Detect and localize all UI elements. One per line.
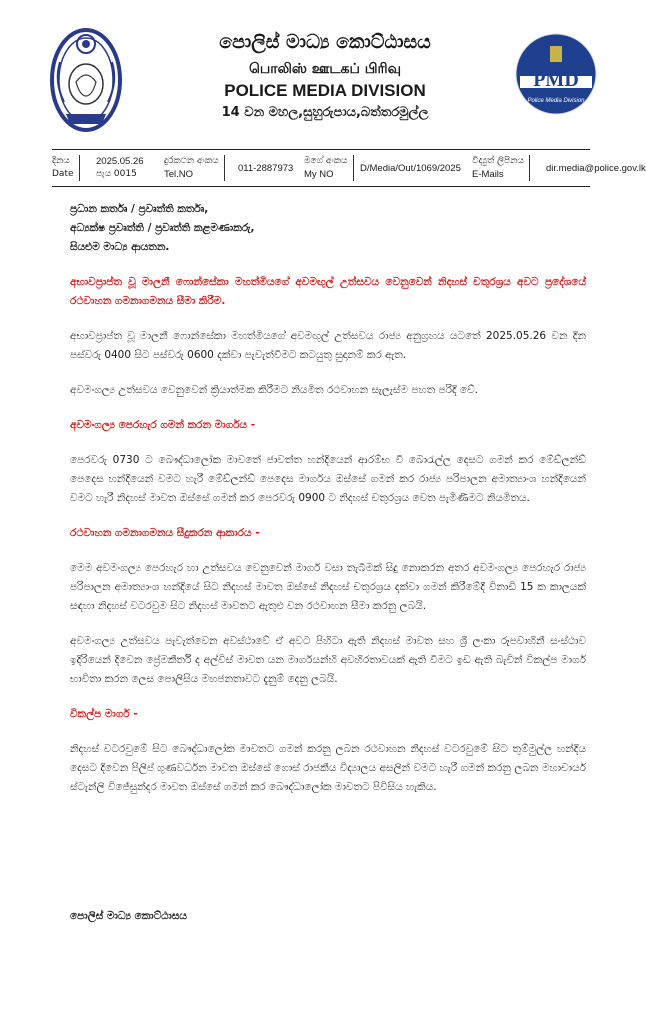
- police-crest-icon: [48, 22, 124, 142]
- my-value: D/Media/Out/1069/2025: [360, 162, 461, 174]
- pmd-logo-caption: Police Media Division: [527, 98, 585, 104]
- date-sub: පැය 0015: [96, 169, 137, 179]
- subject-line: අභාවප්‍රාප්ත වූ මාලනී ෆොන්සේකා මහත්මියගේ අවමඟුල් උත්සවය වෙනුවෙන් නිදහස් චතුරශ්‍රය අවට ප්‍රදේශයේ රථවාහන ගමනාගමනය සීමා කිරීම.: [70, 276, 586, 307]
- addressee-3: සියළුම මාධ්‍ය ආයතන.: [70, 241, 170, 253]
- paragraph-5: අවමංගල්‍ය උත්සවය පැවැත්වෙන අවස්ථාවේ ඒ අවට පිහිටා ඇති නිදහස් මාවත සහ ශ්‍රී ලංකා රූපවාහිනී සංස්ථාව ඉදිරියෙන් දිවෙන ප්‍රේමකීර්ති ද අල්විස් මාවත යන මාර්ගයන්හි අවහිරතාවයක් ඇති වීමට ඉඩ ඇති බැවින් විකල්ප මාර්ග භාවිතා කරන ලෙස පොලිසිය මහජනතාවට දැනුම් දෙනු ලබයි.: [70, 635, 586, 685]
- title-tamil: பொலிஸ் ஊடகப் பிரிவு: [248, 61, 402, 77]
- paragraph-1: අභාවප්‍රාප්ත වූ මාලනී ෆොන්සේකා මහත්මියගේ අවමඟුල් උත්සවය රාජ්‍ය අනුග්‍රහය යටතේ 2025.05.26 වන දින පස්වරු 0400 සිට පස්වරු 0600 දක්වා පැවැත්වීමට කටයුතු සුදානම් කර ඇත.: [70, 330, 586, 361]
- title-english: POLICE MEDIA DIVISION: [224, 81, 426, 100]
- addressee-1: ප්‍රධාන කර්තෘ / ප්‍රවෘත්ති කර්තෘ,: [70, 203, 209, 215]
- reference-bar: [52, 149, 646, 187]
- email-value: dir.media@police.gov.lk: [546, 162, 646, 174]
- my-label-en: My NO: [304, 169, 334, 180]
- date-value: 2025.05.26: [96, 156, 144, 167]
- heading-procession-route: අවමංගල්‍ය පෙරහැර ගමන් කරන මාර්ගය -: [70, 419, 256, 431]
- my-value-cell: [360, 150, 472, 186]
- email-value-cell: [546, 150, 646, 186]
- date-label-si: දිනය: [52, 156, 70, 166]
- tel-label-en: Tel.NO: [164, 169, 194, 180]
- email-label-si: විද්‍යුත් ලිපිනය: [472, 156, 524, 166]
- date-label-en: Date: [52, 169, 74, 179]
- letter-body: [70, 200, 586, 797]
- addressee-2: අධ්‍යක්ෂ ප්‍රවෘත්ති / ප්‍රවෘත්ති කළමණාකරු,: [70, 222, 255, 234]
- pmd-logo-text: PMD: [533, 69, 579, 91]
- title-sinhala: පොලිස් මාධ්‍ය කොට්ඨාසය: [219, 31, 431, 53]
- heading-traffic-arrangement: රථවාහන ගමනාගමනය සීදුකරන ආකාරය -: [70, 527, 260, 539]
- paragraph-6: නිදහස් වටරවුමේ සිට බෞද්ධාලෝක මාවතට ගමන් කරනු ලබන රථවාහන නිදහස් වටරවුමේ සිට තුම්මුල්ල හන්දිය දෙසට දිවෙන පිලිප් ගුණවර්ධන මාවත ඔස්සේ ගොස් රාජකීය විද්‍යාලය අසලින් වමට හැරී ගමන් කරනු ලබන මහාචාර්ය ස්ටැන්ලි විජේසුන්දර මාවත ඔස්සේ ගමන් කර බෞද්ධාලෝක මාවතට පිවිසිය හැකිය.: [70, 743, 586, 793]
- pmd-emblem-icon: [514, 32, 598, 116]
- email-label-en: E-Mails: [472, 169, 504, 180]
- tel-value: 011-2887973: [238, 162, 294, 174]
- date-value-cell: [96, 150, 164, 186]
- tel-value-cell: [238, 150, 304, 186]
- signature: පොලිස් මාධ්‍ය කොට්ඨාසය: [70, 910, 187, 922]
- email-label-cell: [472, 150, 546, 186]
- tel-label-si: දුරකථන අංකය: [164, 156, 219, 166]
- date-label-cell: [52, 150, 96, 186]
- letterhead: [150, 30, 500, 124]
- address: 14 වන මහල,සුහුරුපාය,බත්තරමුල්ල: [221, 105, 429, 120]
- tel-label-cell: [164, 150, 238, 186]
- paragraph-2: අවමංගල්‍ය උත්සවය වෙනුවෙන් ක්‍රියාත්මක කිරීමට නියමිත රථවාහන සැලැස්ම පහත පරිදි වේ.: [70, 384, 479, 396]
- heading-alternative-routes: විකල්ප මාර්ග -: [70, 708, 138, 720]
- my-label-cell: [304, 150, 360, 186]
- paragraph-4: මෙම අවමංගල්‍ය පෙරහැර හා උත්සවය වෙනුවෙන් මාර්ග වසා තැබීමක් සිදු නොකරන අතර අවමංගල්‍ය පෙරහැර රාජ්‍ය පරිපාලන අමාත්‍යාංශ හන්දියේ සිට නිදහස් මාවත ඔස්සේ නිදහස් චතුරශ්‍රය දක්වා ගමන් කිරීමේදී විනාඩි 15 ක කාලයක් සඳහා නිදහස් වටරවුම සිට නිදහස් මාවතට ඇතුළු වන රථවාහන සීමා කරනු ලබයි.: [70, 562, 586, 612]
- paragraph-3: පෙරවරු 0730 ට බෞද්ධාලෝක මාවතේ ජාවත්ත හන්දියෙන් ආරම්භ වී බොරැල්ල දෙසට ගමන් කර මේඩ්ලන්ඩ් පෙදෙස හන්දියෙන් වමට හැරී මේඩ්ලන්ඩ් පෙදෙස මාර්ගය ඔස්සේ ගමන් කර රාජ්‍ය පරිපාලන අමාත්‍යාංශ හන්දියෙන් වමට හැරී නිදහස් මාවත ඔස්සේ ගමන් කර පෙරවරු 0900 ට නිදහස් චතුරශ්‍රය වෙත පැමිණීමට නියමිතය.: [70, 454, 586, 504]
- my-label-si: මගේ අංකය: [304, 156, 348, 166]
